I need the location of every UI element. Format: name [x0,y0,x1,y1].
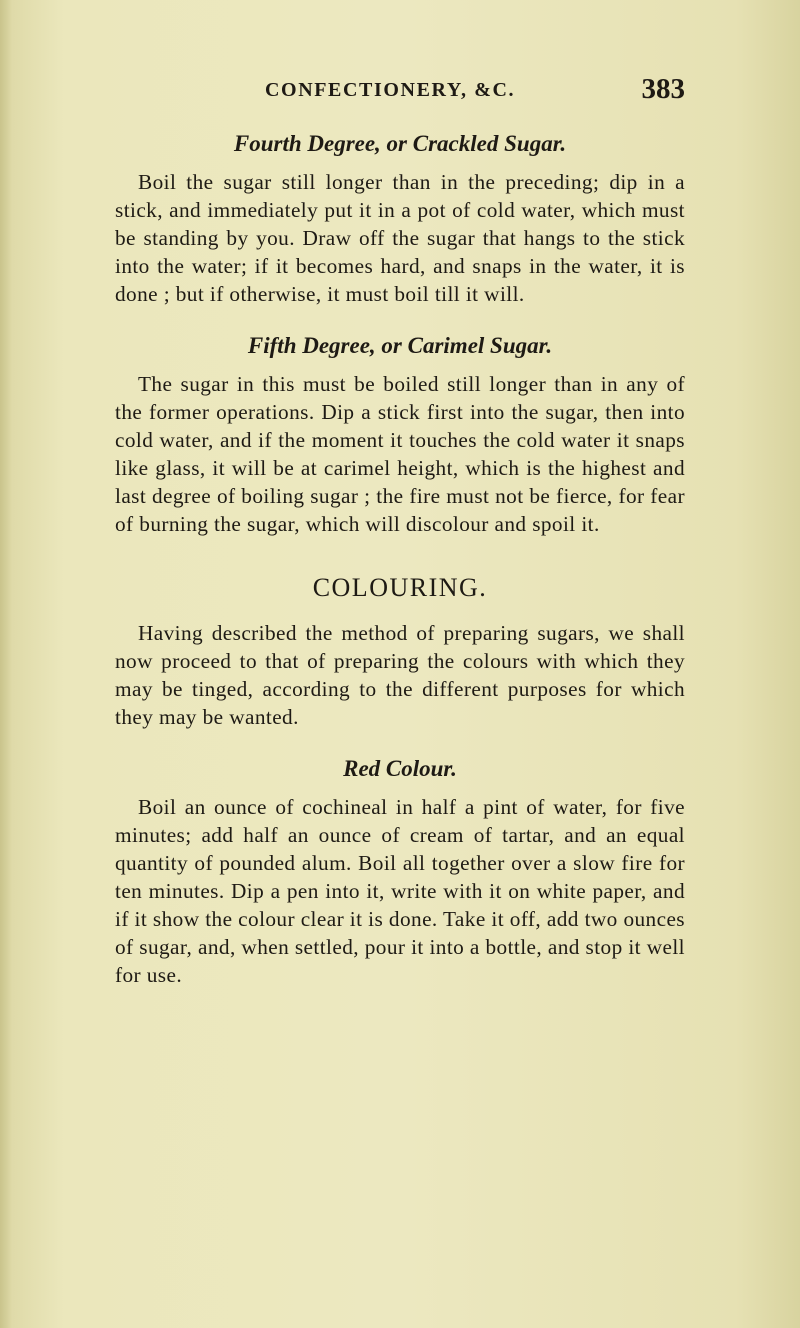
paragraph-red-colour: Boil an ounce of cochineal in half a pint of water, for five minutes; add half an ounce of cream of tartar, and an equal quantity of pounded alum. Boil all together over a slow fire for ten minutes. Dip a pen into it, write with it on white paper, and if it show the colour clear it is done. Take it off, add two ounces of sugar, and, when settled, pour it into a bottle, and stop it well for use. [115,795,685,987]
section-heading-colouring: COLOURING. [312,573,488,602]
paragraph-fifth-degree: The sugar in this must be boiled still longer than in any of the former operations. Dip a stick first into the sugar, then into cold water, and if the moment it touches the cold water it snaps like glass, it will be at carimel height, which is the highest and last degree of boiling sugar ; the fire must not be fierce, for fear of burning the sugar, which will discolour and spoil it. [115,372,685,536]
running-head [265,73,685,113]
body-text [115,128,685,989]
paragraph-fourth-degree: Boil the sugar still longer than in the preceding; dip in a stick, and immediately put it in a pot of cold water, which must be standing by you. Draw off the sugar that hangs to the stick into the water; if it becomes hard, and snaps in the water, it is done ; but if otherwise, it must boil till it will. [115,170,685,306]
section-heading-fourth-degree: Fourth Degree, or Crackled Sugar. [233,131,567,156]
running-title: CONFECTIONERY, &C. [265,79,516,101]
section-heading-red-colour: Red Colour. [343,756,457,781]
section-heading-fifth-degree: Fifth Degree, or Carimel Sugar. [247,333,553,358]
paragraph-colouring: Having described the method of preparing sugars, we shall now proceed to that of preparing the colours with which they may be tinged, according to the different purposes for which they may be wanted. [115,621,685,729]
page-edge-shadow [0,0,12,1328]
page-number: 383 [641,73,685,105]
